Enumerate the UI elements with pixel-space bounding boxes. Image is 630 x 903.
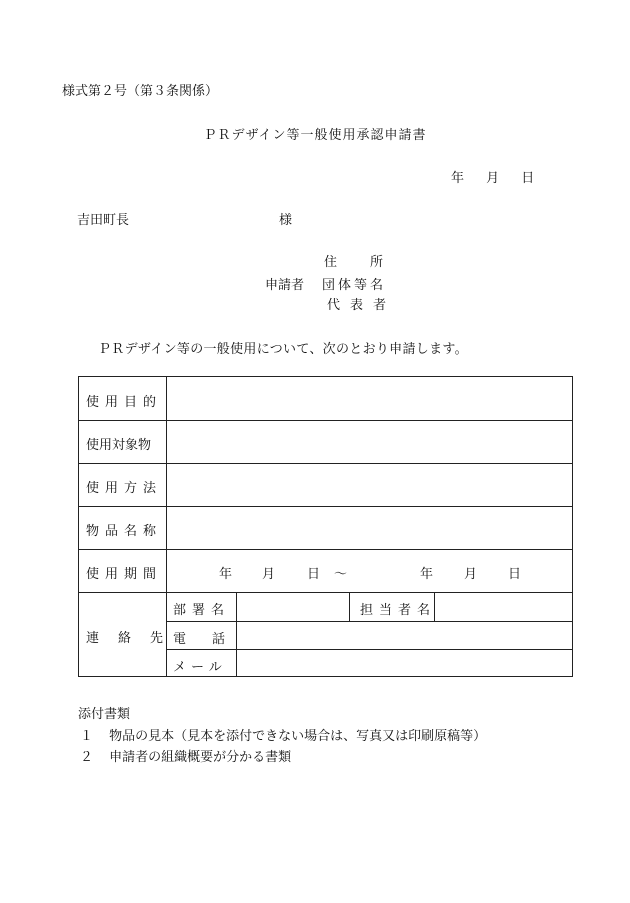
period-end-month: 月 <box>464 567 478 582</box>
contact-label: 連絡先 <box>86 631 183 646</box>
method-label: 使用方法 <box>86 481 163 496</box>
person-in-charge-label: 担当者名 <box>360 603 437 618</box>
document-title: ＰＲデザイン等一般使用承認申請書 <box>203 128 427 143</box>
period-label: 使用期間 <box>86 567 163 582</box>
target-object-input[interactable] <box>167 421 573 463</box>
applicant-representative-label: 代表者 <box>327 298 397 313</box>
phone-input[interactable] <box>237 622 573 649</box>
attachment-item-2 <box>80 746 291 765</box>
attachment-text: 申請者の組織概要が分かる書類 <box>109 750 292 765</box>
date-line: 年 月 日 <box>451 171 535 186</box>
applicant-label: 申請者 <box>265 278 305 293</box>
target-object-label: 使用対象物 <box>86 438 152 453</box>
applicant-address-label: 住所 <box>324 255 417 270</box>
purpose-input[interactable] <box>167 377 573 420</box>
intro-text: ＰＲデザイン等の一般使用について、次のとおり申請します。 <box>98 342 468 357</box>
department-label: 部署名 <box>173 603 231 618</box>
attachments-title: 添付書類 <box>78 707 131 722</box>
period-start-year: 年 <box>219 567 233 582</box>
phone-label: 電話 <box>173 632 252 647</box>
email-label: メール <box>173 660 227 675</box>
item-name-label: 物品名称 <box>86 524 163 539</box>
period-start-month: 月 <box>262 567 276 582</box>
email-input[interactable] <box>237 650 573 677</box>
method-input[interactable] <box>167 464 573 506</box>
addressee-suffix: 様 <box>279 213 293 228</box>
purpose-label: 使用目的 <box>86 395 163 410</box>
item-name-input[interactable] <box>167 507 573 549</box>
period-end-day: 日 <box>508 567 522 582</box>
attachment-number: １ <box>80 729 94 744</box>
applicant-organization-label: 団体等名 <box>322 278 387 293</box>
period-start-day: 日 <box>307 567 321 582</box>
attachment-item-1 <box>80 725 486 744</box>
addressee: 吉田町長 <box>77 213 130 228</box>
application-table <box>78 376 573 677</box>
period-tilde: ～ <box>334 567 348 582</box>
attachment-number: ２ <box>80 750 94 765</box>
attachment-text: 物品の見本（見本を添付できない場合は、写真又は印刷原稿等） <box>109 729 487 744</box>
form-number: 様式第２号（第３条関係） <box>62 84 219 99</box>
person-in-charge-input[interactable] <box>435 593 573 621</box>
department-input[interactable] <box>237 593 349 621</box>
period-end-year: 年 <box>420 567 434 582</box>
